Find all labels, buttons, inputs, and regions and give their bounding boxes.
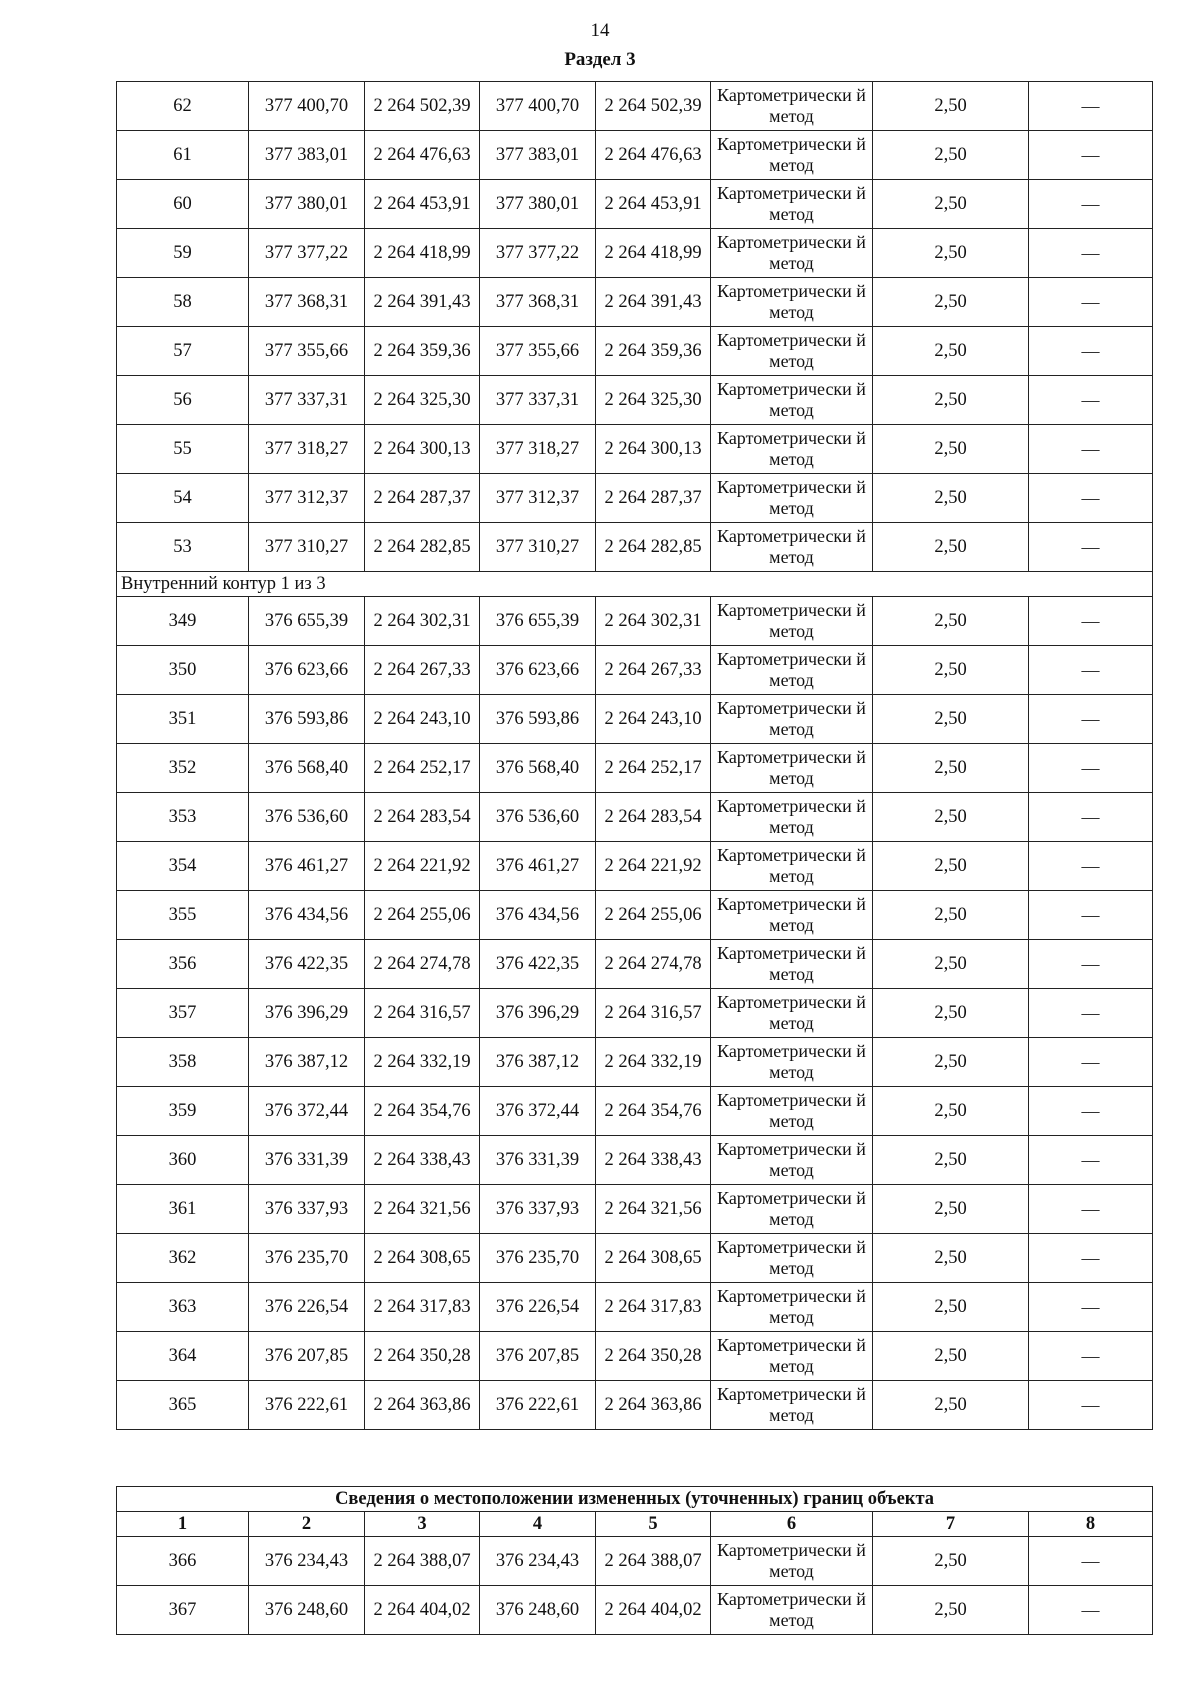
y-refined-cell: 2 264 283,54 <box>596 793 711 842</box>
contour-row <box>117 572 1153 597</box>
precision-cell: 2,50 <box>873 474 1029 523</box>
x-refined-cell: 376 331,39 <box>480 1136 596 1185</box>
y-existing-cell: 2 264 350,28 <box>365 1332 480 1381</box>
method-cell: Картометрически й метод <box>711 425 873 474</box>
point-number-cell: 351 <box>117 695 249 744</box>
table-row <box>117 1234 1153 1283</box>
y-refined-cell: 2 264 338,43 <box>596 1136 711 1185</box>
table-row <box>117 1087 1153 1136</box>
y-refined-cell: 2 264 354,76 <box>596 1087 711 1136</box>
column-header-row <box>117 1512 1153 1537</box>
x-existing-cell: 376 434,56 <box>249 891 365 940</box>
precision-cell: 2,50 <box>873 744 1029 793</box>
x-existing-cell: 376 593,86 <box>249 695 365 744</box>
x-existing-cell: 376 396,29 <box>249 989 365 1038</box>
x-refined-cell: 376 387,12 <box>480 1038 596 1087</box>
x-existing-cell: 377 380,01 <box>249 180 365 229</box>
precision-cell: 2,50 <box>873 793 1029 842</box>
method-cell: Картометрически й метод <box>711 131 873 180</box>
precision-cell: 2,50 <box>873 180 1029 229</box>
table-row <box>117 1586 1153 1635</box>
x-refined-cell: 376 235,70 <box>480 1234 596 1283</box>
column-header: 3 <box>365 1512 480 1537</box>
y-refined-cell: 2 264 359,36 <box>596 327 711 376</box>
x-existing-cell: 377 318,27 <box>249 425 365 474</box>
point-number-cell: 358 <box>117 1038 249 1087</box>
y-refined-cell: 2 264 287,37 <box>596 474 711 523</box>
method-cell: Картометрически й метод <box>711 695 873 744</box>
table-row <box>117 523 1153 572</box>
y-existing-cell: 2 264 476,63 <box>365 131 480 180</box>
method-cell: Картометрически й метод <box>711 1381 873 1430</box>
method-cell: Картометрически й метод <box>711 842 873 891</box>
point-number-cell: 359 <box>117 1087 249 1136</box>
y-existing-cell: 2 264 274,78 <box>365 940 480 989</box>
point-number-cell: 357 <box>117 989 249 1038</box>
method-cell: Картометрически й метод <box>711 180 873 229</box>
method-cell: Картометрически й метод <box>711 1038 873 1087</box>
page-number: 14 <box>590 20 610 41</box>
method-cell: Картометрически й метод <box>711 1136 873 1185</box>
note-cell: — <box>1029 1381 1153 1430</box>
method-cell: Картометрически й метод <box>711 1234 873 1283</box>
x-refined-cell: 377 383,01 <box>480 131 596 180</box>
y-existing-cell: 2 264 302,31 <box>365 597 480 646</box>
method-cell: Картометрически й метод <box>711 940 873 989</box>
y-existing-cell: 2 264 308,65 <box>365 1234 480 1283</box>
point-number-cell: 352 <box>117 744 249 793</box>
table-row <box>117 229 1153 278</box>
y-refined-cell: 2 264 252,17 <box>596 744 711 793</box>
method-cell: Картометрически й метод <box>711 327 873 376</box>
column-header: 2 <box>249 1512 365 1537</box>
table-row <box>117 1381 1153 1430</box>
table-row <box>117 989 1153 1038</box>
y-refined-cell: 2 264 282,85 <box>596 523 711 572</box>
point-number-cell: 356 <box>117 940 249 989</box>
y-existing-cell: 2 264 287,37 <box>365 474 480 523</box>
y-refined-cell: 2 264 317,83 <box>596 1283 711 1332</box>
x-refined-cell: 377 377,22 <box>480 229 596 278</box>
note-cell: — <box>1029 597 1153 646</box>
point-number-cell: 59 <box>117 229 249 278</box>
x-refined-cell: 377 318,27 <box>480 425 596 474</box>
x-refined-cell: 376 337,93 <box>480 1185 596 1234</box>
point-number-cell: 62 <box>117 82 249 131</box>
y-refined-cell: 2 264 453,91 <box>596 180 711 229</box>
note-cell: — <box>1029 744 1153 793</box>
point-number-cell: 58 <box>117 278 249 327</box>
note-cell: — <box>1029 474 1153 523</box>
table-row <box>117 131 1153 180</box>
table-row <box>117 1537 1153 1586</box>
x-refined-cell: 376 434,56 <box>480 891 596 940</box>
table-row <box>117 425 1153 474</box>
y-refined-cell: 2 264 321,56 <box>596 1185 711 1234</box>
y-refined-cell: 2 264 404,02 <box>596 1586 711 1635</box>
precision-cell: 2,50 <box>873 1234 1029 1283</box>
y-existing-cell: 2 264 338,43 <box>365 1136 480 1185</box>
y-refined-cell: 2 264 308,65 <box>596 1234 711 1283</box>
y-refined-cell: 2 264 267,33 <box>596 646 711 695</box>
note-cell: — <box>1029 1087 1153 1136</box>
precision-cell: 2,50 <box>873 523 1029 572</box>
column-header: 7 <box>873 1512 1029 1537</box>
method-cell: Картометрически й метод <box>711 278 873 327</box>
x-refined-cell: 376 655,39 <box>480 597 596 646</box>
note-cell: — <box>1029 1283 1153 1332</box>
point-number-cell: 362 <box>117 1234 249 1283</box>
table-row <box>117 597 1153 646</box>
note-cell: — <box>1029 891 1153 940</box>
method-cell: Картометрически й метод <box>711 82 873 131</box>
x-refined-cell: 376 623,66 <box>480 646 596 695</box>
x-refined-cell: 377 355,66 <box>480 327 596 376</box>
y-refined-cell: 2 264 388,07 <box>596 1537 711 1586</box>
x-existing-cell: 376 226,54 <box>249 1283 365 1332</box>
precision-cell: 2,50 <box>873 1381 1029 1430</box>
note-cell: — <box>1029 1332 1153 1381</box>
precision-cell: 2,50 <box>873 1038 1029 1087</box>
precision-cell: 2,50 <box>873 1586 1029 1635</box>
y-refined-cell: 2 264 274,78 <box>596 940 711 989</box>
table-row <box>117 1283 1153 1332</box>
note-cell: — <box>1029 523 1153 572</box>
note-cell: — <box>1029 1136 1153 1185</box>
note-cell: — <box>1029 229 1153 278</box>
x-existing-cell: 376 248,60 <box>249 1586 365 1635</box>
precision-cell: 2,50 <box>873 1332 1029 1381</box>
note-cell: — <box>1029 1038 1153 1087</box>
y-existing-cell: 2 264 267,33 <box>365 646 480 695</box>
point-number-cell: 364 <box>117 1332 249 1381</box>
point-number-cell: 60 <box>117 180 249 229</box>
method-cell: Картометрически й метод <box>711 376 873 425</box>
y-existing-cell: 2 264 282,85 <box>365 523 480 572</box>
y-existing-cell: 2 264 354,76 <box>365 1087 480 1136</box>
note-cell: — <box>1029 695 1153 744</box>
method-cell: Картометрически й метод <box>711 793 873 842</box>
table-row <box>117 1332 1153 1381</box>
point-number-cell: 366 <box>117 1537 249 1586</box>
note-cell: — <box>1029 793 1153 842</box>
x-refined-cell: 376 226,54 <box>480 1283 596 1332</box>
table-row <box>117 940 1153 989</box>
precision-cell: 2,50 <box>873 376 1029 425</box>
x-existing-cell: 376 623,66 <box>249 646 365 695</box>
x-existing-cell: 377 355,66 <box>249 327 365 376</box>
x-existing-cell: 377 383,01 <box>249 131 365 180</box>
y-refined-cell: 2 264 243,10 <box>596 695 711 744</box>
note-cell: — <box>1029 425 1153 474</box>
x-existing-cell: 376 337,93 <box>249 1185 365 1234</box>
point-number-cell: 360 <box>117 1136 249 1185</box>
precision-cell: 2,50 <box>873 891 1029 940</box>
y-existing-cell: 2 264 317,83 <box>365 1283 480 1332</box>
y-existing-cell: 2 264 325,30 <box>365 376 480 425</box>
y-existing-cell: 2 264 388,07 <box>365 1537 480 1586</box>
y-refined-cell: 2 264 255,06 <box>596 891 711 940</box>
x-refined-cell: 376 234,43 <box>480 1537 596 1586</box>
y-refined-cell: 2 264 300,13 <box>596 425 711 474</box>
x-existing-cell: 376 372,44 <box>249 1087 365 1136</box>
x-refined-cell: 377 380,01 <box>480 180 596 229</box>
point-number-cell: 55 <box>117 425 249 474</box>
method-cell: Картометрически й метод <box>711 989 873 1038</box>
column-header: 1 <box>117 1512 249 1537</box>
x-refined-cell: 377 310,27 <box>480 523 596 572</box>
precision-cell: 2,50 <box>873 1185 1029 1234</box>
x-existing-cell: 376 655,39 <box>249 597 365 646</box>
point-number-cell: 56 <box>117 376 249 425</box>
point-number-cell: 363 <box>117 1283 249 1332</box>
x-refined-cell: 376 248,60 <box>480 1586 596 1635</box>
x-refined-cell: 376 461,27 <box>480 842 596 891</box>
precision-cell: 2,50 <box>873 1537 1029 1586</box>
y-existing-cell: 2 264 243,10 <box>365 695 480 744</box>
y-refined-cell: 2 264 325,30 <box>596 376 711 425</box>
note-cell: — <box>1029 842 1153 891</box>
x-refined-cell: 377 400,70 <box>480 82 596 131</box>
table-row <box>117 793 1153 842</box>
method-cell: Картометрически й метод <box>711 1185 873 1234</box>
x-existing-cell: 376 207,85 <box>249 1332 365 1381</box>
x-existing-cell: 377 400,70 <box>249 82 365 131</box>
x-existing-cell: 376 222,61 <box>249 1381 365 1430</box>
changed-boundaries-table <box>116 1486 1153 1635</box>
precision-cell: 2,50 <box>873 327 1029 376</box>
x-existing-cell: 376 536,60 <box>249 793 365 842</box>
precision-cell: 2,50 <box>873 1087 1029 1136</box>
y-existing-cell: 2 264 359,36 <box>365 327 480 376</box>
x-existing-cell: 377 310,27 <box>249 523 365 572</box>
y-existing-cell: 2 264 283,54 <box>365 793 480 842</box>
point-number-cell: 365 <box>117 1381 249 1430</box>
column-header: 5 <box>596 1512 711 1537</box>
precision-cell: 2,50 <box>873 646 1029 695</box>
y-refined-cell: 2 264 476,63 <box>596 131 711 180</box>
x-existing-cell: 376 234,43 <box>249 1537 365 1586</box>
method-cell: Картометрически й метод <box>711 1087 873 1136</box>
point-number-cell: 61 <box>117 131 249 180</box>
table-row <box>117 376 1153 425</box>
y-existing-cell: 2 264 404,02 <box>365 1586 480 1635</box>
y-existing-cell: 2 264 453,91 <box>365 180 480 229</box>
method-cell: Картометрически й метод <box>711 523 873 572</box>
y-refined-cell: 2 264 418,99 <box>596 229 711 278</box>
note-cell: — <box>1029 180 1153 229</box>
x-existing-cell: 376 331,39 <box>249 1136 365 1185</box>
x-existing-cell: 376 568,40 <box>249 744 365 793</box>
note-cell: — <box>1029 82 1153 131</box>
y-existing-cell: 2 264 332,19 <box>365 1038 480 1087</box>
note-cell: — <box>1029 1234 1153 1283</box>
method-cell: Картометрически й метод <box>711 646 873 695</box>
point-number-cell: 57 <box>117 327 249 376</box>
y-existing-cell: 2 264 418,99 <box>365 229 480 278</box>
y-existing-cell: 2 264 316,57 <box>365 989 480 1038</box>
y-refined-cell: 2 264 350,28 <box>596 1332 711 1381</box>
x-existing-cell: 376 422,35 <box>249 940 365 989</box>
point-number-cell: 361 <box>117 1185 249 1234</box>
table-row <box>117 646 1153 695</box>
x-existing-cell: 376 461,27 <box>249 842 365 891</box>
precision-cell: 2,50 <box>873 131 1029 180</box>
column-header: 6 <box>711 1512 873 1537</box>
point-number-cell: 350 <box>117 646 249 695</box>
y-refined-cell: 2 264 221,92 <box>596 842 711 891</box>
precision-cell: 2,50 <box>873 1136 1029 1185</box>
y-existing-cell: 2 264 391,43 <box>365 278 480 327</box>
precision-cell: 2,50 <box>873 989 1029 1038</box>
x-refined-cell: 376 536,60 <box>480 793 596 842</box>
point-number-cell: 354 <box>117 842 249 891</box>
note-cell: — <box>1029 940 1153 989</box>
note-cell: — <box>1029 278 1153 327</box>
table-row <box>117 1136 1153 1185</box>
note-cell: — <box>1029 376 1153 425</box>
x-refined-cell: 377 312,37 <box>480 474 596 523</box>
x-refined-cell: 376 396,29 <box>480 989 596 1038</box>
note-cell: — <box>1029 131 1153 180</box>
y-refined-cell: 2 264 316,57 <box>596 989 711 1038</box>
y-existing-cell: 2 264 221,92 <box>365 842 480 891</box>
y-refined-cell: 2 264 332,19 <box>596 1038 711 1087</box>
point-number-cell: 349 <box>117 597 249 646</box>
method-cell: Картометрически й метод <box>711 1283 873 1332</box>
y-existing-cell: 2 264 252,17 <box>365 744 480 793</box>
method-cell: Картометрически й метод <box>711 1586 873 1635</box>
point-number-cell: 367 <box>117 1586 249 1635</box>
precision-cell: 2,50 <box>873 695 1029 744</box>
y-refined-cell: 2 264 391,43 <box>596 278 711 327</box>
x-existing-cell: 377 337,31 <box>249 376 365 425</box>
x-refined-cell: 377 337,31 <box>480 376 596 425</box>
method-cell: Картометрически й метод <box>711 744 873 793</box>
table-row <box>117 327 1153 376</box>
table-row <box>117 180 1153 229</box>
x-refined-cell: 377 368,31 <box>480 278 596 327</box>
y-existing-cell: 2 264 363,86 <box>365 1381 480 1430</box>
x-existing-cell: 377 377,22 <box>249 229 365 278</box>
x-existing-cell: 377 312,37 <box>249 474 365 523</box>
x-existing-cell: 377 368,31 <box>249 278 365 327</box>
method-cell: Картометрически й метод <box>711 229 873 278</box>
precision-cell: 2,50 <box>873 597 1029 646</box>
method-cell: Картометрически й метод <box>711 474 873 523</box>
table-row <box>117 278 1153 327</box>
precision-cell: 2,50 <box>873 278 1029 327</box>
precision-cell: 2,50 <box>873 425 1029 474</box>
y-refined-cell: 2 264 502,39 <box>596 82 711 131</box>
x-refined-cell: 376 568,40 <box>480 744 596 793</box>
y-existing-cell: 2 264 502,39 <box>365 82 480 131</box>
table-row <box>117 695 1153 744</box>
table-row <box>117 891 1153 940</box>
method-cell: Картометрически й метод <box>711 597 873 646</box>
contour-label: Внутренний контур 1 из 3 <box>117 572 1153 597</box>
method-cell: Картометрически й метод <box>711 891 873 940</box>
point-number-cell: 54 <box>117 474 249 523</box>
table-row <box>117 1185 1153 1234</box>
method-cell: Картометрически й метод <box>711 1537 873 1586</box>
x-existing-cell: 376 235,70 <box>249 1234 365 1283</box>
x-refined-cell: 376 372,44 <box>480 1087 596 1136</box>
y-refined-cell: 2 264 302,31 <box>596 597 711 646</box>
note-cell: — <box>1029 1586 1153 1635</box>
point-number-cell: 355 <box>117 891 249 940</box>
y-refined-cell: 2 264 363,86 <box>596 1381 711 1430</box>
column-header: 4 <box>480 1512 596 1537</box>
x-refined-cell: 376 222,61 <box>480 1381 596 1430</box>
y-existing-cell: 2 264 321,56 <box>365 1185 480 1234</box>
point-number-cell: 353 <box>117 793 249 842</box>
table-row <box>117 744 1153 793</box>
section-title: Раздел 3 <box>564 49 636 70</box>
coordinates-table <box>116 81 1153 1430</box>
precision-cell: 2,50 <box>873 229 1029 278</box>
note-cell: — <box>1029 1537 1153 1586</box>
x-refined-cell: 376 207,85 <box>480 1332 596 1381</box>
method-cell: Картометрически й метод <box>711 1332 873 1381</box>
note-cell: — <box>1029 989 1153 1038</box>
precision-cell: 2,50 <box>873 1283 1029 1332</box>
x-refined-cell: 376 593,86 <box>480 695 596 744</box>
x-existing-cell: 376 387,12 <box>249 1038 365 1087</box>
column-header: 8 <box>1029 1512 1153 1537</box>
table-row <box>117 842 1153 891</box>
note-cell: — <box>1029 646 1153 695</box>
table-row <box>117 82 1153 131</box>
note-cell: — <box>1029 327 1153 376</box>
y-existing-cell: 2 264 300,13 <box>365 425 480 474</box>
table-caption: Сведения о местоположении измененных (уточненных) границ объекта <box>117 1487 1153 1512</box>
x-refined-cell: 376 422,35 <box>480 940 596 989</box>
point-number-cell: 53 <box>117 523 249 572</box>
table-row <box>117 474 1153 523</box>
table-row <box>117 1038 1153 1087</box>
y-existing-cell: 2 264 255,06 <box>365 891 480 940</box>
precision-cell: 2,50 <box>873 940 1029 989</box>
note-cell: — <box>1029 1185 1153 1234</box>
precision-cell: 2,50 <box>873 842 1029 891</box>
precision-cell: 2,50 <box>873 82 1029 131</box>
